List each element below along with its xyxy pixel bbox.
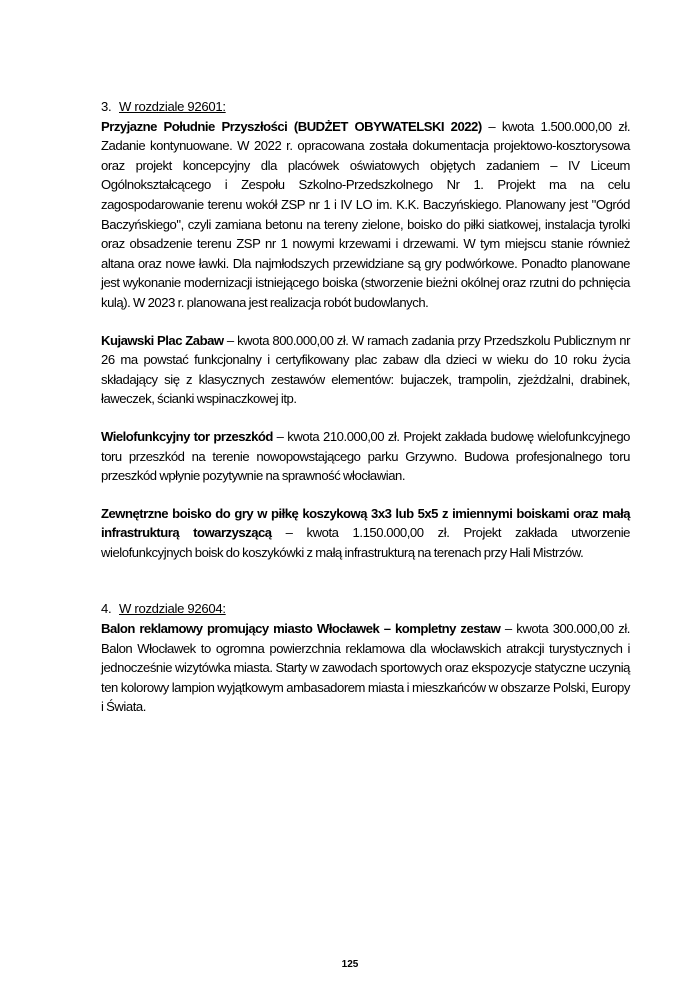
page-number: 125 [341, 959, 359, 970]
section-title: W rozdziale 92604: [119, 601, 226, 617]
paragraph-text: – kwota 210.000,00 zł. Projekt zakłada budowę wielofunkcyjnego toru przeszkód na terenie nowopowstającego parku Grzywno. Budowa profesjonalnego toru przeszkód wpłynie pozytywnie na sprawność włocławian. [101, 428, 630, 484]
section-number: 4. [101, 601, 112, 617]
paragraph-text: – kwota 1.500.000,00 zł. Zadanie kontynuowane. W 2022 r. opracowana została dokumentacja projektowo-kosztorysowa oraz projekt koncepcyjny dla placówek oświatowych objętych zadaniem – IV Liceum Ogólnokształcącego i Zespołu Szkolno-Przedszkolnego Nr 1. Projekt ma na celu zagospodarowanie terenu wokół ZSP nr 1 i IV LO im. K.K. Baczyńskiego. Planowany jest "Ogród Baczyńskiego", czyli zamiana betonu na tereny zielone, boisko do piłki siatkowej, instalacja tyrolki oraz obsadzenie terenu ZSP nr 1 nowymi krzewami i drzewami. W tym miejscu stanie również altana oraz nowe ławki. Dla najmłodszych przewidziane są gry podwórkowe. Ponadto planowane jest wykonanie modernizacji istniejącego boiska (stworzenie bieżni okólnej oraz rzutni do pchnięcia kulą). W 2023 r. planowana jest realizacja robót budowlanych. [101, 118, 631, 310]
section-heading [101, 97, 630, 117]
document-body [101, 97, 630, 717]
section-title: W rozdziale 92601: [119, 99, 226, 114]
paragraph-text: – kwota 1.150.000,00 zł. Projekt zakłada utworzenie wielofunkcyjnych boisk do koszykówki z małą infrastrukturą na terenach przy Hali Mistrzów. [101, 525, 630, 560]
paragraph [101, 504, 630, 563]
paragraph-text: – kwota 800.000,00 zł. W ramach zadania przy Przedszkolu Publicznym nr 26 ma powstać funkcjonalny i certyfikowany plac zabaw dla dzieci w wieku do 10 roku życia składający się z klasycznych zestawów elementów: bujaczek, trampolin, zjeżdżalni, drabinek, ławeczek, ścianki wspinaczkowej itp. [101, 332, 631, 407]
paragraph-title: Kujawski Plac Zabaw [101, 332, 224, 348]
paragraph [101, 331, 630, 409]
paragraph [101, 117, 630, 313]
paragraph-text: – kwota 300.000,00 zł. Balon Włocławek to ogromna powierzchnia reklamowa dla włocławskich atrakcji turystycznych i jednocześnie wizytówka miasta. Starty w zawodach sportowych oraz ekspozycje statyczne uczynią ten kolorowy lampion wyjątkowym ambasadorem miasta i mieszkańców w obszarze Polski, Europy i Świata. [101, 621, 630, 715]
paragraph-title: Przyjazne Południe Przyszłości (BUDŻET OBYWATELSKI 2022) [101, 118, 482, 134]
paragraph-title: Balon reklamowy promujący miasto Włocławek – kompletny zestaw [101, 621, 501, 637]
paragraph [101, 427, 630, 486]
paragraph-title: Wielofunkcyjny tor przeszkód [101, 428, 273, 444]
section-number: 3. [101, 99, 112, 114]
paragraph-title: Zewnętrzne boisko do gry w piłkę koszykową 3x3 lub 5x5 z imiennymi boiskami oraz małą infrastrukturą towarzyszącą [101, 505, 630, 541]
section-heading [101, 599, 630, 619]
paragraph [101, 619, 630, 717]
